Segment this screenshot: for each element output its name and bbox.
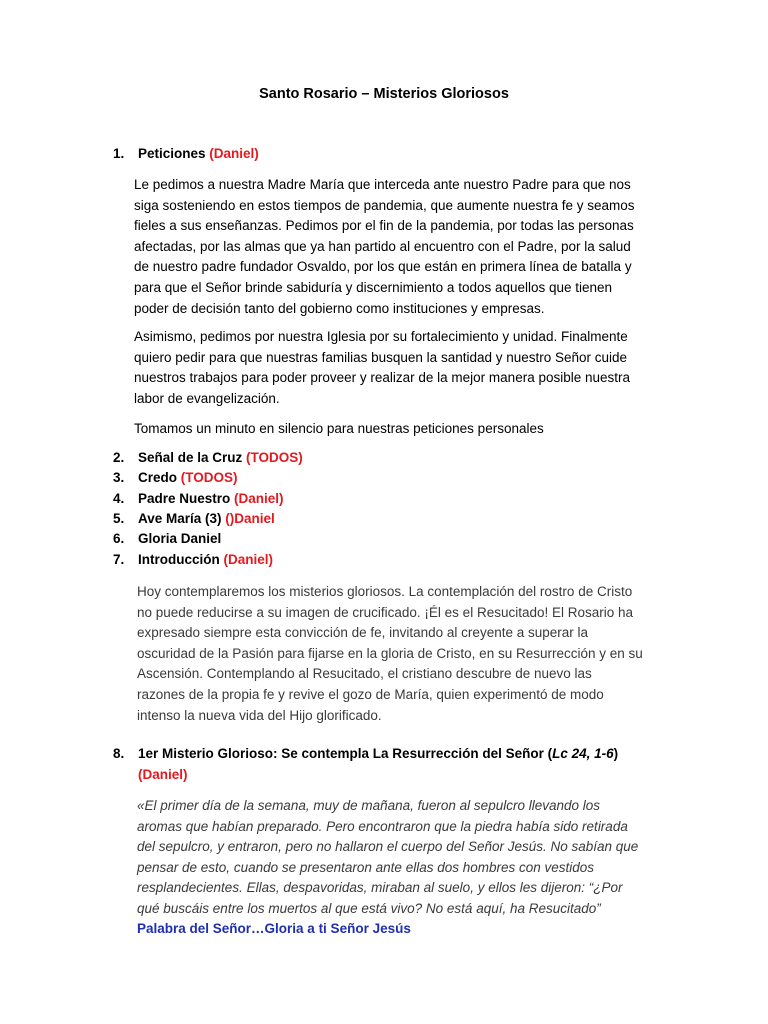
item-label: 1er Misterio Glorioso: Se contempla La Resurrección del Señor ( — [138, 746, 553, 761]
text-line: Tomamos un minuto en silencio para nuestras peticiones personales — [134, 421, 544, 436]
misterio-reading — [137, 796, 661, 920]
peticiones-paragraph-1 — [134, 175, 658, 319]
item-number-7: 7. — [113, 552, 125, 567]
text-line: intenso la nueva vida del Hijo glorificado. — [137, 707, 382, 723]
text-line: qué buscáis entre los muertos al que está vivo? No está aquí, ha Resucitado” — [137, 900, 601, 916]
item-heading-8 — [138, 746, 618, 761]
item-label: Introducción — [138, 552, 224, 567]
text-line: de nuestro padre fundador Osvaldo, por los que están en primera línea de batalla y — [134, 259, 632, 275]
item-close: ) — [613, 746, 619, 761]
text-line: Palabra del Señor…Gloria a ti Señor Jesús — [137, 921, 411, 936]
item-tag: (Daniel) — [223, 552, 274, 567]
item-label: Padre Nuestro — [138, 491, 235, 506]
item-heading-7 — [138, 552, 273, 567]
item-label: Señal de la Cruz — [138, 450, 247, 465]
item-heading-4 — [138, 491, 284, 506]
text-line: Asimismo, pedimos por nuestra Iglesia por su fortalecimiento y unidad. Finalmente — [134, 329, 628, 344]
item-number-1: 1. — [113, 146, 125, 161]
item-label: Credo — [138, 470, 181, 485]
item-tag: (TODOS) — [180, 470, 238, 485]
item-heading-3 — [138, 470, 238, 485]
item-number-4: 4. — [113, 491, 125, 506]
item-heading-2 — [138, 450, 303, 465]
item-heading-1 — [138, 146, 259, 161]
text-line: labor de evangelización. — [134, 390, 280, 406]
document-title: Santo Rosario – Misterios Gloriosos — [259, 86, 509, 102]
peticiones-paragraph-2 — [134, 327, 658, 409]
text-line: para que el Señor brinde sabiduría y discernimiento a todos aquellos que tienen — [134, 279, 613, 295]
item-tag-8: (Daniel) — [138, 767, 188, 782]
text-line: resplandecientes. Ellas, despavoridas, miraban al suelo, y ellos les dijeron: “¿Por — [137, 880, 623, 896]
item-tag: (TODOS) — [246, 450, 303, 465]
item-number-3: 3. — [113, 470, 125, 485]
text-line: oscuridad de la Pasión para fijarse en la gloria de Cristo, en su Resurrección y en su — [137, 645, 643, 661]
text-line: poder de decisión tanto del gobierno como instituciones y empresas. — [134, 300, 545, 316]
item-tag: ()Daniel — [225, 511, 275, 526]
text-line: expresado siempre esta convicción de fe, invitando al creyente a superar la — [137, 625, 589, 641]
item-tag: (Daniel) — [209, 146, 259, 161]
item-label: Ave María (3) — [138, 511, 226, 526]
aclamacion-line — [137, 919, 661, 940]
introduccion-paragraph — [137, 582, 661, 726]
text-line: siga sosteniendo en estos tiempos de pandemia, que aumente nuestra fe y seamos — [134, 197, 635, 213]
text-line: no puede reducirse a su imagen de crucificado. ¡Él es el Resucitado! El Rosario ha — [137, 604, 634, 620]
text-line: «El primer día de la semana, muy de mañana, fueron al sepulcro llevando los — [137, 798, 601, 813]
text-line: aromas que habían preparado. Pero encontraron que la piedra había sido retirada — [137, 818, 628, 834]
text-line: afectadas, por las almas que ya han partido al encuentro con el Padre, por la salud — [134, 238, 631, 254]
text-line: quiero pedir para que nuestras familias busquen la santidad y nuestro Señor cuide — [134, 349, 628, 365]
item-number-6: 6. — [113, 531, 125, 546]
text-line: Ascensión. Contemplando al Resucitado, el cristiano descubre de nuevo las — [137, 666, 592, 682]
item-number-8: 8. — [113, 746, 125, 761]
peticiones-paragraph-3 — [134, 419, 658, 440]
item-label: Peticiones — [138, 146, 210, 161]
bible-reference: Lc 24, 1-6 — [552, 746, 614, 761]
text-line: fieles a sus enseñanzas. Pedimos por el fin de la pandemia, por todas las personas — [134, 218, 634, 234]
item-number-2: 2. — [113, 450, 125, 465]
text-line: nuestros trabajos para poder proveer y realizar de la mejor manera posible nuestra — [134, 370, 631, 386]
text-line: Hoy contemplaremos los misterios gloriosos. La contemplación del rostro de Cristo — [137, 584, 633, 599]
text-line: del sepulcro, y entraron, pero no hallaron el cuerpo del Señor Jesús. No sabían que — [137, 839, 639, 855]
text-line: pensar de esto, cuando se presentaron ante ellas dos hombres con vestidos — [137, 859, 595, 875]
item-heading-5 — [138, 511, 275, 526]
item-number-5: 5. — [113, 511, 125, 526]
item-label: Gloria Daniel — [138, 531, 222, 546]
text-line: Le pedimos a nuestra Madre María que interceda ante nuestro Padre para que nos — [134, 177, 631, 192]
text-line: razones de la propia fe y revive el gozo de María, quien experimentó de modo — [137, 686, 604, 702]
item-tag: (Daniel) — [234, 491, 284, 506]
item-heading-6 — [138, 531, 221, 546]
